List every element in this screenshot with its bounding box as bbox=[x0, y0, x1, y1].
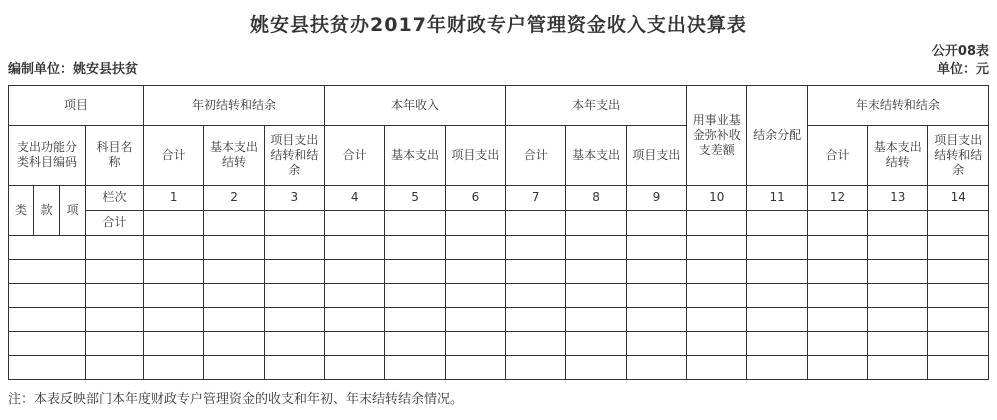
value-cell bbox=[687, 331, 747, 355]
table-row bbox=[9, 259, 989, 283]
header-income-basic: 基本支出 bbox=[385, 125, 445, 185]
value-cell bbox=[687, 259, 747, 283]
value-cell bbox=[144, 307, 204, 331]
col-number: 4 bbox=[325, 185, 385, 210]
header-income-project: 项目支出 bbox=[445, 125, 505, 185]
col-number: 7 bbox=[506, 185, 566, 210]
value-cell bbox=[868, 307, 928, 331]
header-year-expense: 本年支出 bbox=[506, 85, 687, 125]
header-end-project-carryover: 项目支出结转和结余 bbox=[928, 125, 989, 185]
header-year-income: 本年收入 bbox=[325, 85, 506, 125]
subject-name-cell bbox=[86, 307, 144, 331]
value-cell bbox=[144, 210, 204, 235]
value-cell bbox=[566, 210, 626, 235]
col-number: 12 bbox=[807, 185, 867, 210]
total-row-label: 合计 bbox=[86, 210, 144, 235]
value-cell bbox=[807, 210, 867, 235]
value-cell bbox=[264, 331, 324, 355]
value-cell bbox=[868, 235, 928, 259]
value-cell bbox=[264, 259, 324, 283]
value-cell bbox=[325, 331, 385, 355]
value-cell bbox=[445, 210, 505, 235]
value-cell bbox=[204, 235, 264, 259]
value-cell bbox=[807, 355, 867, 379]
value-cell bbox=[566, 331, 626, 355]
value-cell bbox=[566, 355, 626, 379]
header-code-xiang: 项 bbox=[60, 185, 86, 235]
value-cell bbox=[626, 331, 686, 355]
value-cell bbox=[928, 235, 989, 259]
value-cell bbox=[325, 355, 385, 379]
table-row bbox=[9, 307, 989, 331]
value-cell bbox=[747, 235, 807, 259]
value-cell bbox=[868, 331, 928, 355]
value-cell bbox=[747, 331, 807, 355]
value-cell bbox=[807, 331, 867, 355]
value-cell bbox=[687, 235, 747, 259]
header-end-total: 合计 bbox=[807, 125, 867, 185]
header-end-basic-carryover: 基本支出结转 bbox=[868, 125, 928, 185]
value-cell bbox=[506, 331, 566, 355]
value-cell bbox=[264, 283, 324, 307]
value-cell bbox=[144, 283, 204, 307]
value-cell bbox=[626, 307, 686, 331]
value-cell bbox=[747, 355, 807, 379]
value-cell bbox=[807, 259, 867, 283]
value-cell bbox=[445, 259, 505, 283]
value-cell bbox=[807, 307, 867, 331]
value-cell bbox=[687, 355, 747, 379]
code-cell bbox=[9, 283, 86, 307]
value-cell bbox=[445, 355, 505, 379]
unit-label: 单位：元 bbox=[936, 62, 989, 78]
col-number: 5 bbox=[385, 185, 445, 210]
col-number: 14 bbox=[928, 185, 989, 210]
table-row bbox=[9, 355, 989, 379]
value-cell bbox=[687, 210, 747, 235]
page-title: 姚安县扶贫办2017年财政专户管理资金收入支出决算表 bbox=[250, 14, 747, 36]
col-number: 9 bbox=[626, 185, 686, 210]
subject-name-cell bbox=[86, 355, 144, 379]
value-cell bbox=[445, 235, 505, 259]
value-cell bbox=[385, 259, 445, 283]
value-cell bbox=[204, 210, 264, 235]
value-cell bbox=[385, 210, 445, 235]
header-begin-project-carryover: 项目支出结转和结余 bbox=[264, 125, 324, 185]
value-cell bbox=[264, 210, 324, 235]
header-income-total: 合计 bbox=[325, 125, 385, 185]
code-cell bbox=[9, 355, 86, 379]
column-number-row bbox=[9, 185, 989, 210]
col-number: 13 bbox=[868, 185, 928, 210]
value-cell bbox=[385, 235, 445, 259]
value-cell bbox=[204, 259, 264, 283]
code-cell bbox=[9, 307, 86, 331]
value-cell bbox=[928, 210, 989, 235]
header-fund-offset: 用事业基金弥补收支差额 bbox=[687, 85, 747, 185]
header-expense-basic: 基本支出 bbox=[566, 125, 626, 185]
lanci-label: 栏次 bbox=[86, 185, 144, 210]
col-number: 6 bbox=[445, 185, 505, 210]
col-number: 1 bbox=[144, 185, 204, 210]
value-cell bbox=[747, 307, 807, 331]
header-end-balance: 年末结转和结余 bbox=[807, 85, 988, 125]
value-cell bbox=[566, 307, 626, 331]
value-cell bbox=[204, 307, 264, 331]
value-cell bbox=[325, 307, 385, 331]
value-cell bbox=[506, 355, 566, 379]
header-begin-total: 合计 bbox=[144, 125, 204, 185]
value-cell bbox=[385, 331, 445, 355]
header-surplus-distribution: 结余分配 bbox=[747, 85, 807, 185]
value-cell bbox=[506, 307, 566, 331]
subject-name-cell bbox=[86, 235, 144, 259]
value-cell bbox=[264, 235, 324, 259]
value-cell bbox=[566, 235, 626, 259]
value-cell bbox=[807, 283, 867, 307]
value-cell bbox=[325, 235, 385, 259]
header-code-lei: 类 bbox=[9, 185, 34, 235]
value-cell bbox=[807, 235, 867, 259]
value-cell bbox=[626, 235, 686, 259]
value-cell bbox=[144, 355, 204, 379]
value-cell bbox=[928, 331, 989, 355]
value-cell bbox=[868, 259, 928, 283]
value-cell bbox=[445, 331, 505, 355]
value-cell bbox=[144, 259, 204, 283]
value-cell bbox=[928, 283, 989, 307]
header-begin-balance: 年初结转和结余 bbox=[144, 85, 325, 125]
value-cell bbox=[687, 283, 747, 307]
value-cell bbox=[626, 283, 686, 307]
col-number: 2 bbox=[204, 185, 264, 210]
value-cell bbox=[747, 259, 807, 283]
table-row bbox=[9, 235, 989, 259]
table-row bbox=[9, 283, 989, 307]
value-cell bbox=[687, 307, 747, 331]
code-cell bbox=[9, 259, 86, 283]
code-cell bbox=[9, 235, 86, 259]
subject-name-cell bbox=[86, 259, 144, 283]
col-number: 8 bbox=[566, 185, 626, 210]
header-expense-total: 合计 bbox=[506, 125, 566, 185]
value-cell bbox=[747, 210, 807, 235]
code-cell bbox=[9, 331, 86, 355]
value-cell bbox=[868, 355, 928, 379]
value-cell bbox=[445, 307, 505, 331]
header-begin-basic-carryover: 基本支出结转 bbox=[204, 125, 264, 185]
value-cell bbox=[868, 283, 928, 307]
value-cell bbox=[325, 210, 385, 235]
value-cell bbox=[566, 283, 626, 307]
header-project: 项目 bbox=[9, 85, 144, 125]
subject-name-cell bbox=[86, 283, 144, 307]
header-func-code: 支出功能分类科目编码 bbox=[9, 125, 86, 185]
table-row bbox=[9, 331, 989, 355]
subject-name-cell bbox=[86, 331, 144, 355]
header-group-row bbox=[9, 85, 989, 125]
form-code-label: 公开08表 bbox=[931, 43, 989, 59]
col-number: 11 bbox=[747, 185, 807, 210]
value-cell bbox=[868, 210, 928, 235]
value-cell bbox=[626, 259, 686, 283]
value-cell bbox=[506, 210, 566, 235]
value-cell bbox=[385, 283, 445, 307]
col-number: 3 bbox=[264, 185, 324, 210]
final-accounts-table bbox=[8, 85, 989, 380]
value-cell bbox=[385, 355, 445, 379]
value-cell bbox=[264, 307, 324, 331]
header-sub-row bbox=[9, 125, 989, 185]
value-cell bbox=[928, 355, 989, 379]
value-cell bbox=[204, 355, 264, 379]
value-cell bbox=[506, 235, 566, 259]
value-cell bbox=[325, 283, 385, 307]
value-cell bbox=[506, 283, 566, 307]
value-cell bbox=[385, 307, 445, 331]
value-cell bbox=[144, 331, 204, 355]
value-cell bbox=[928, 307, 989, 331]
header-expense-project: 项目支出 bbox=[626, 125, 686, 185]
prepared-by-label: 编制单位：姚安县扶贫 bbox=[8, 62, 139, 78]
header-code-kuan: 款 bbox=[34, 185, 60, 235]
meta-row bbox=[8, 62, 989, 78]
col-number: 10 bbox=[687, 185, 747, 210]
value-cell bbox=[204, 331, 264, 355]
value-cell bbox=[566, 259, 626, 283]
header-subject-name: 科目名称 bbox=[86, 125, 144, 185]
footnote: 注：本表反映部门本年度财政专户管理资金的收支和年初、年末结转结余情况。 bbox=[8, 391, 464, 407]
value-cell bbox=[264, 355, 324, 379]
value-cell bbox=[325, 259, 385, 283]
value-cell bbox=[445, 283, 505, 307]
value-cell bbox=[626, 210, 686, 235]
value-cell bbox=[144, 235, 204, 259]
value-cell bbox=[626, 355, 686, 379]
value-cell bbox=[506, 259, 566, 283]
value-cell bbox=[928, 259, 989, 283]
value-cell bbox=[204, 283, 264, 307]
total-row bbox=[9, 210, 989, 235]
value-cell bbox=[747, 283, 807, 307]
